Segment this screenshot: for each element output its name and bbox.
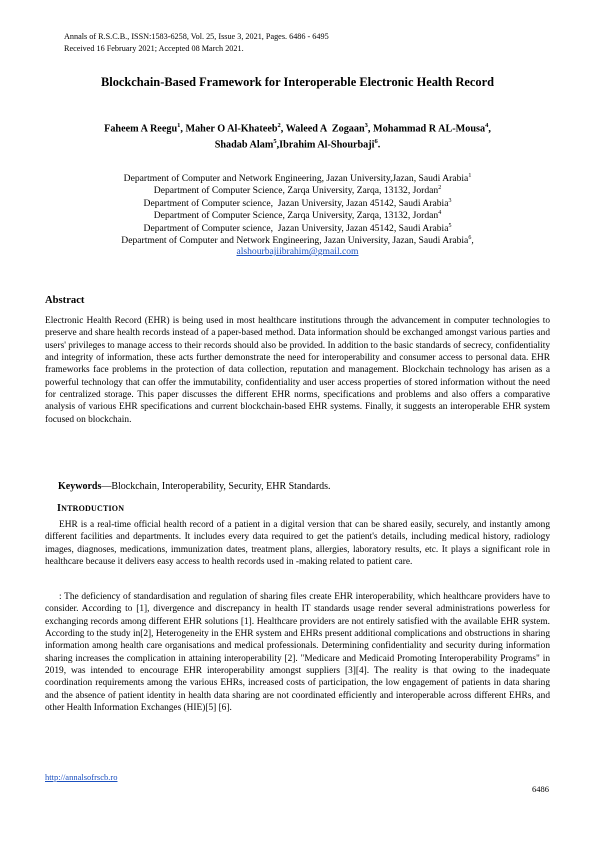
- author-name: Mohammad R AL-Mousa: [373, 123, 486, 135]
- affiliation-sup: 1: [468, 173, 472, 179]
- received-accepted-line: Received 16 February 2021; Accepted 08 March 2021.: [64, 44, 244, 53]
- keywords-text: —Blockchain, Interoperability, Security, EHR Standards.: [101, 481, 331, 492]
- keywords-line: [58, 481, 331, 492]
- affiliation-text: Department of Computer science, Jazan University, Jazan 45142, Saudi Arabia: [143, 198, 449, 210]
- author-name: Maher O Al-Khateeb: [185, 123, 278, 135]
- intro-paragraph-1: EHR is a real-time official health record of a patient in a digital version that can be shared easily, securely, and instantly among different facilities and departments. It includes every data required to get the patient's details, including medical history, radiology images, diagnoses, medications, immunization dates, treatment plans, allergies, laboratory results, etc. It plays a significant role in healthcare because it delivers easy access to health records used in -making related to patient care.: [45, 520, 550, 568]
- author-sep: ,: [276, 139, 280, 151]
- author-sup: 6: [374, 138, 378, 145]
- authors-line-1: [0, 122, 595, 134]
- affiliation-text: Department of Computer Science, Zarqa University, Zarqa, 13132, Jordan: [153, 185, 439, 197]
- author-sup: 3: [364, 122, 368, 129]
- affiliation-tail: ,: [471, 235, 474, 247]
- abstract-body: Electronic Health Record (EHR) is being used in most healthcare institutions through the advancement in computer technologies to preserve and share health records instead of a paper-based method. Data information should be exchanged amongst various parties and users' privileges to manage access to their records should also be provided. In addition to the basic standards of secrecy, confidentiality and integrity of information, these acts further demonstrate the need for interoperability and consumer access to personal data. EHR frameworks face problems in the protection of data collection, reputation and management. Blockchain technology has arisen as a powerful technology that can offer the immutability, confidentiality and user access properties of stored information without the need for centralized storage. This paper discusses the different EHR norms, specifications and problems and also offers a comparative analysis of various EHR specifications and current blockchain-based EHR systems. Finally, it suggests an interoperable EHR system focused on blockchain.: [45, 316, 550, 425]
- affiliation-text: Department of Computer and Network Engineering, Jazan University,Jazan, Saudi Arabia: [123, 173, 469, 185]
- footer-url-link[interactable]: http://annalsofrscb.ro: [45, 772, 118, 782]
- author-name: Ibrahim Al-Shourbaji: [279, 139, 375, 151]
- affiliation-text: Department of Computer Science, Zarqa University, Zarqa, 13132, Jordan: [153, 210, 439, 222]
- authors-line-2: [0, 138, 595, 150]
- affiliation-sup: 3: [448, 198, 452, 204]
- affiliation-sup: 2: [438, 185, 442, 191]
- affiliation-text: Department of Computer and Network Engineering, Jazan University, Jazan, Saudi Arabia: [121, 235, 469, 247]
- affiliation-sup: 6: [468, 235, 472, 241]
- author-sup: 2: [277, 122, 281, 129]
- email-link[interactable]: alshourbajiibrahim@gmail.com: [236, 246, 359, 257]
- author-sep: ,: [180, 123, 186, 135]
- introduction-heading: [57, 503, 124, 514]
- paper-title: Blockchain-Based Framework for Interoperable Electronic Health Record: [100, 75, 494, 89]
- abstract-heading: Abstract: [45, 295, 85, 306]
- author-sup: 5: [273, 138, 277, 145]
- affiliation-text: Department of Computer science, Jazan University, Jazan 45142, Saudi Arabia: [143, 223, 449, 235]
- author-sep: ,: [367, 123, 373, 135]
- author-sep: .: [377, 139, 381, 151]
- author-sep: ,: [280, 123, 286, 135]
- affiliation-sup: 5: [448, 223, 452, 229]
- page-number: 6486: [532, 784, 549, 794]
- author-name: Shadab Alam: [214, 139, 274, 151]
- author-sup: 1: [177, 122, 181, 129]
- author-sup: 4: [485, 122, 489, 129]
- intro-heading-initial: I: [57, 503, 62, 514]
- affiliation-6: [0, 232, 595, 247]
- author-sep: ,: [488, 123, 491, 135]
- author-name: Waleed A Zogaan: [285, 123, 365, 135]
- email-line: [0, 246, 595, 258]
- author-name: Faheem A Reegu: [104, 123, 178, 135]
- journal-header-line: Annals of R.S.C.B., ISSN:1583-6258, Vol. 25, Issue 3, 2021, Pages. 6486 - 6495: [64, 32, 329, 41]
- keywords-label: Keywords: [58, 481, 102, 492]
- intro-paragraph-2: : The deficiency of standardisation and regulation of sharing files create EHR interoperability, which healthcare providers have to consider. According to [1], divergence and discrepancy in health IT standards usage render several administrations powerless for exchanging records among different EHR solutions [1]. Healthcare providers are not entirely satisfied with the available EHR system. According to the study in[2], Heterogeneity in the EHR system and EHRs present additional complications and obstructions in sharing information among health care organisations and medical professionals. Determining confidentiality and security during information sharing increases the complication in attaining interoperability [2]. "Medicare and Medicaid Promoting Interoperability Programs" in 2019, was intended to encourage EHR interoperability amongst suppliers [3][4]. The reality is that owing to the inadequate coordination requirements among the various EHRs, increased costs of participation, the low engagement of patients in data sharing and the absence of patient identity in health data sharing are not coordinated efficiently and interoperable across different EHRs, and other Health Information Exchanges (HIE)[5] [6].: [45, 592, 550, 714]
- affiliation-sup: 4: [438, 210, 442, 216]
- intro-heading-rest: NTRODUCTION: [61, 504, 125, 513]
